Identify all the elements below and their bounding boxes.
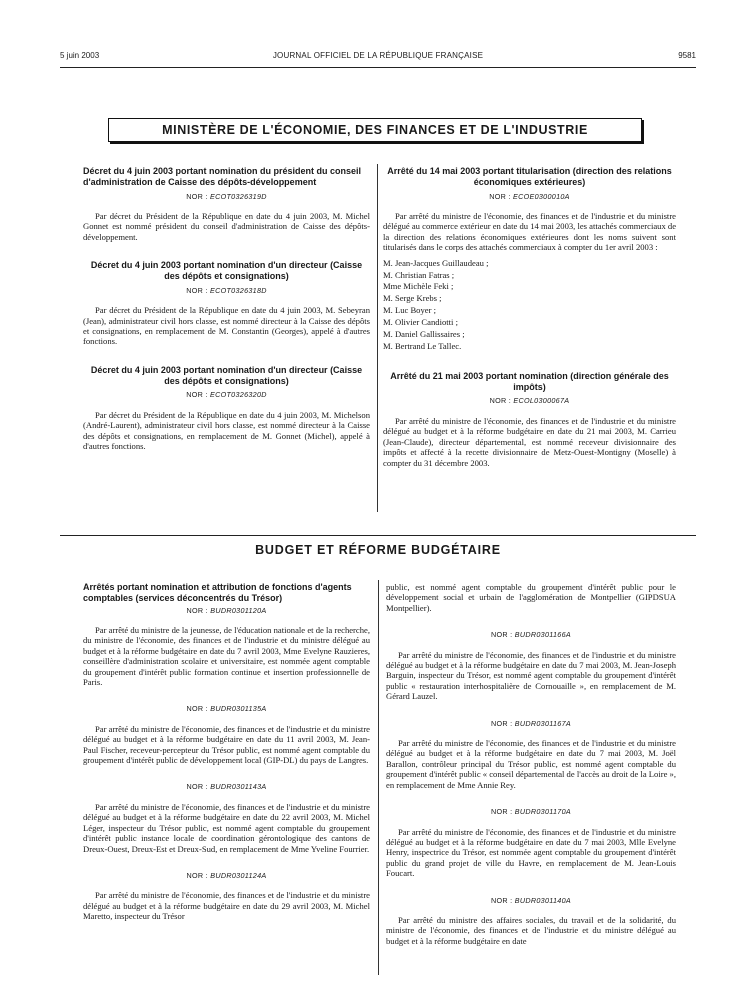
- section-rule: [60, 535, 696, 536]
- nor-code: ECOT0326319D: [210, 191, 267, 201]
- nor-reference: [383, 396, 676, 406]
- nor-code: BUDR0301120A: [210, 605, 267, 615]
- header-rule: [60, 67, 696, 68]
- column-divider: [378, 580, 379, 975]
- list-item: M. Bertrand Le Tallec.: [383, 340, 462, 351]
- nor-label: NOR :: [186, 605, 208, 615]
- column-divider: [377, 164, 378, 512]
- article-text: Par arrêté du ministre de l'économie, des finances et de l'industrie et du ministre délégué au budget et à la réforme budgétaire en date du 7 mai 2003, M. Joël Barallon, contrôleur principal du Trésor public, est nommé agent comptable du groupement d'intérêt public « conseil départemental de l'accès au droit de la Loire », en remplacement de Mme Annie Rey.: [386, 738, 676, 790]
- decree-article: [83, 166, 370, 242]
- article-text: Par arrêté du ministre de la jeunesse, de l'éducation nationale et de la recherche, du ministre de l'économie, des finances et de l'industrie et du ministre délégué au budget et à la réforme budgétaire en date du 7 avril 2003, Mme Evelyne Rauzieres, conseillère d'administration scolaire et universitaire, est nommée agent comptable du groupement d'intérêt public formation continue et insertion professionnelle de Paris.: [83, 625, 370, 688]
- appointment-entry: [386, 630, 676, 701]
- article-title: Décret du 4 juin 2003 portant nomination d'un directeur (Caisse des dépôts et consignations): [90, 364, 363, 386]
- nor-reference: [386, 896, 676, 906]
- appointment-entry: [386, 719, 676, 790]
- ministry-title: MINISTÈRE DE L'ÉCONOMIE, DES FINANCES ET DE L'INDUSTRIE: [162, 123, 588, 137]
- nor-reference: [83, 286, 370, 296]
- nor-reference: [386, 807, 676, 817]
- header-journal-title: JOURNAL OFFICIEL DE LA RÉPUBLIQUE FRANÇAISE: [272, 51, 484, 60]
- list-item: M. Serge Krebs ;: [383, 293, 442, 304]
- appointment-entry: [386, 807, 676, 878]
- decree-article: [83, 260, 370, 347]
- nor-label: NOR :: [186, 285, 208, 295]
- bottom-right-column: [386, 582, 676, 946]
- nor-reference: [386, 719, 676, 729]
- nor-reference: [83, 871, 370, 881]
- list-item: M. Daniel Gallissaires ;: [383, 329, 465, 340]
- article-text: Par arrêté du ministre de l'économie, des finances et de l'industrie et du ministre délégué au budget et à la réforme budgétaire en date du 21 mai 2003, M. Carrieu (Jean-Claude), directeur départemental, est nommé receveur divisionnaire des impôts et affecté à la recette divisionnaire de Metz-Ouest-Montigny (Moselle) à compter du 31 décembre 2003.: [383, 415, 676, 468]
- article-text: Par arrêté du ministre de l'économie, des finances et de l'industrie et du ministre délégué au commerce extérieur en date du 14 mai 2003, les attachés commerciaux de la direction des relations économiques extérieures dont les noms suivent sont titularisés dans le corps des attachés commerciaux à compter du 1er avril 2003 :: [383, 211, 677, 253]
- nor-code: BUDR0301166A: [514, 630, 571, 640]
- nor-reference: [383, 192, 676, 202]
- bottom-left-column: [83, 582, 370, 922]
- article-text: Par arrêté du ministre de l'économie, des finances et de l'industrie et du ministre délégué au budget et à la réforme budgétaire en date du 7 mai 2003, Mlle Evelyne Henry, inspectrice du Trésor, est nommée agent comptable du groupement d'intérêt public du grand projet de ville du Havre, en remplacement de M. Jean-Louis Foucart.: [386, 826, 676, 879]
- nor-label: NOR :: [491, 630, 513, 640]
- article-title: Arrêté du 14 mai 2003 portant titularisation (direction des relations économiques extérieures): [387, 166, 672, 187]
- nor-code: BUDR0301124A: [210, 870, 267, 880]
- header-date: 5 juin 2003: [60, 51, 100, 60]
- article-text: Par arrêté du ministre des affaires sociales, du travail et de la solidarité, du ministre de l'économie, des finances et de l'industrie et du ministre délégué au budget et à la réforme budgétaire en date: [386, 914, 676, 946]
- list-item: M. Luc Boyer ;: [383, 305, 436, 316]
- top-left-column: [83, 166, 370, 451]
- nor-label: NOR :: [489, 191, 511, 201]
- nor-code: BUDR0301167A: [514, 718, 571, 728]
- nor-reference: [386, 630, 676, 640]
- nor-code: ECOL0300067A: [513, 396, 570, 406]
- nor-reference: [83, 606, 370, 616]
- article-title: Décret du 4 juin 2003 portant nomination d'un directeur (Caisse des dépôts et consignations): [90, 260, 363, 282]
- article-text: Par arrêté du ministre de l'économie, des finances et de l'industrie et du ministre délégué au budget et à la réforme budgétaire en date du 7 mai 2003, M. Jean-Joseph Barguin, inspecteur du Trésor, est nommé agent comptable du groupement d'intérêt public « restauration interhospitalière de Cornouaille », en remplacement de M. Gérard Lauzel.: [386, 649, 676, 702]
- nor-label: NOR :: [186, 191, 208, 201]
- nor-label: NOR :: [491, 718, 513, 728]
- nor-code: BUDR0301143A: [210, 782, 267, 792]
- nor-label: NOR :: [186, 870, 208, 880]
- nor-code: BUDR0301170A: [514, 807, 571, 817]
- appointment-entry: [386, 896, 676, 947]
- article-text: Par arrêté du ministre de l'économie, des finances et de l'industrie et du ministre délégué au budget et à la réforme budgétaire en date du 29 avril 2003, M. Michel Maretto, inspecteur du Trésor: [83, 890, 370, 922]
- header-page-number: 9581: [678, 51, 696, 60]
- nor-reference: [83, 390, 370, 400]
- list-item: M. Jean-Jacques Guillaudeau ;: [383, 257, 489, 268]
- article-title: Arrêté du 21 mai 2003 portant nomination (direction générale des impôts): [390, 370, 669, 392]
- article-text: Par décret du Président de la République en date du 4 juin 2003, M. Michel Gonnet est nommé président du conseil d'administration de Caisse des dépôts-développement.: [83, 211, 370, 242]
- appointment-entry: [83, 782, 370, 853]
- ministry-title-box: [108, 118, 642, 142]
- appointment-entry: [83, 871, 370, 922]
- nor-code: ECOT0326320D: [210, 390, 267, 400]
- top-right-column: [383, 166, 676, 468]
- nor-code: BUDR0301135A: [210, 704, 267, 714]
- running-header: [60, 51, 696, 65]
- budget-section-title: BUDGET ET RÉFORME BUDGÉTAIRE: [255, 543, 501, 557]
- nor-label: NOR :: [186, 390, 208, 400]
- article-title: Décret du 4 juin 2003 portant nomination du président du conseil d'administration de Caisse des dépôts-développement: [83, 166, 362, 187]
- nor-reference: [83, 782, 370, 792]
- nor-code: ECOT0326318D: [210, 285, 267, 295]
- list-item: Mme Michèle Feki ;: [383, 281, 454, 292]
- name-list: [383, 258, 676, 352]
- decree-article: [83, 365, 370, 452]
- article-text: Par arrêté du ministre de l'économie, des finances et de l'industrie et du ministre délégué au budget et à la réforme budgétaire en date du 22 avril 2003, M. Michel Léger, inspecteur du Trésor public, est nommé agent comptable du groupement d'intérêt public instance locale de coordination gérontologique des cantons de Dreux-Ouest, Dreux-Est et Dreux-Sud, en remplacement de Mme Yveline Fourrier.: [83, 801, 370, 854]
- article-text: Par décret du Président de la République en date du 4 juin 2003, M. Michelson (André-Laurent), administrateur civil hors classe, est nommé directeur à la Caisse des dépôts et consignations, en remplacement de M. Gonnet (Michel), appelé à d'autres fonctions.: [83, 409, 370, 452]
- nor-label: NOR :: [186, 782, 208, 792]
- appointment-entry: [83, 704, 370, 765]
- nor-label: NOR :: [489, 396, 512, 406]
- article-text: Par décret du Président de la République en date du 4 juin 2003, M. Sebeyran (Jean), administrateur civil hors classe, est nommé directeur à la Caisse des dépôts et consignations, en remplacement de M. Constantin (Georges), appelé à d'autres fonctions.: [83, 305, 370, 347]
- nor-code: BUDR0301140A: [514, 895, 571, 905]
- appointment-entry: [83, 606, 370, 688]
- nor-label: NOR :: [491, 895, 513, 905]
- nor-code: ECOE0300010A: [513, 191, 570, 201]
- decree-article: [383, 166, 676, 351]
- nor-reference: [83, 704, 370, 714]
- article-text: Par arrêté du ministre de l'économie, des finances et de l'industrie et du ministre délégué au budget et à la réforme budgétaire en date du 11 avril 2003, M. Jean-Paul Fischer, receveur-percepteur du Trésor public, est nommé agent comptable du groupement d'intérêt public de développement local (GIP-DL) du pays de Langres.: [83, 723, 370, 766]
- nor-label: NOR :: [491, 807, 513, 817]
- list-item: M. Olivier Candiotti ;: [383, 317, 458, 328]
- article-title: Arrêtés portant nomination et attribution de fonctions d'agents comptables (services déconcentrés du Trésor): [83, 582, 352, 603]
- continuation-text: public, est nommé agent comptable du groupement d'intérêt public pour le développement social et urbain de l'agglomération de Montpellier (GIPDSUA Montpellier).: [386, 582, 676, 613]
- nor-label: NOR :: [186, 704, 208, 714]
- list-item: M. Christian Fatras ;: [383, 269, 455, 280]
- decree-article: [383, 371, 676, 468]
- nor-reference: [83, 192, 370, 202]
